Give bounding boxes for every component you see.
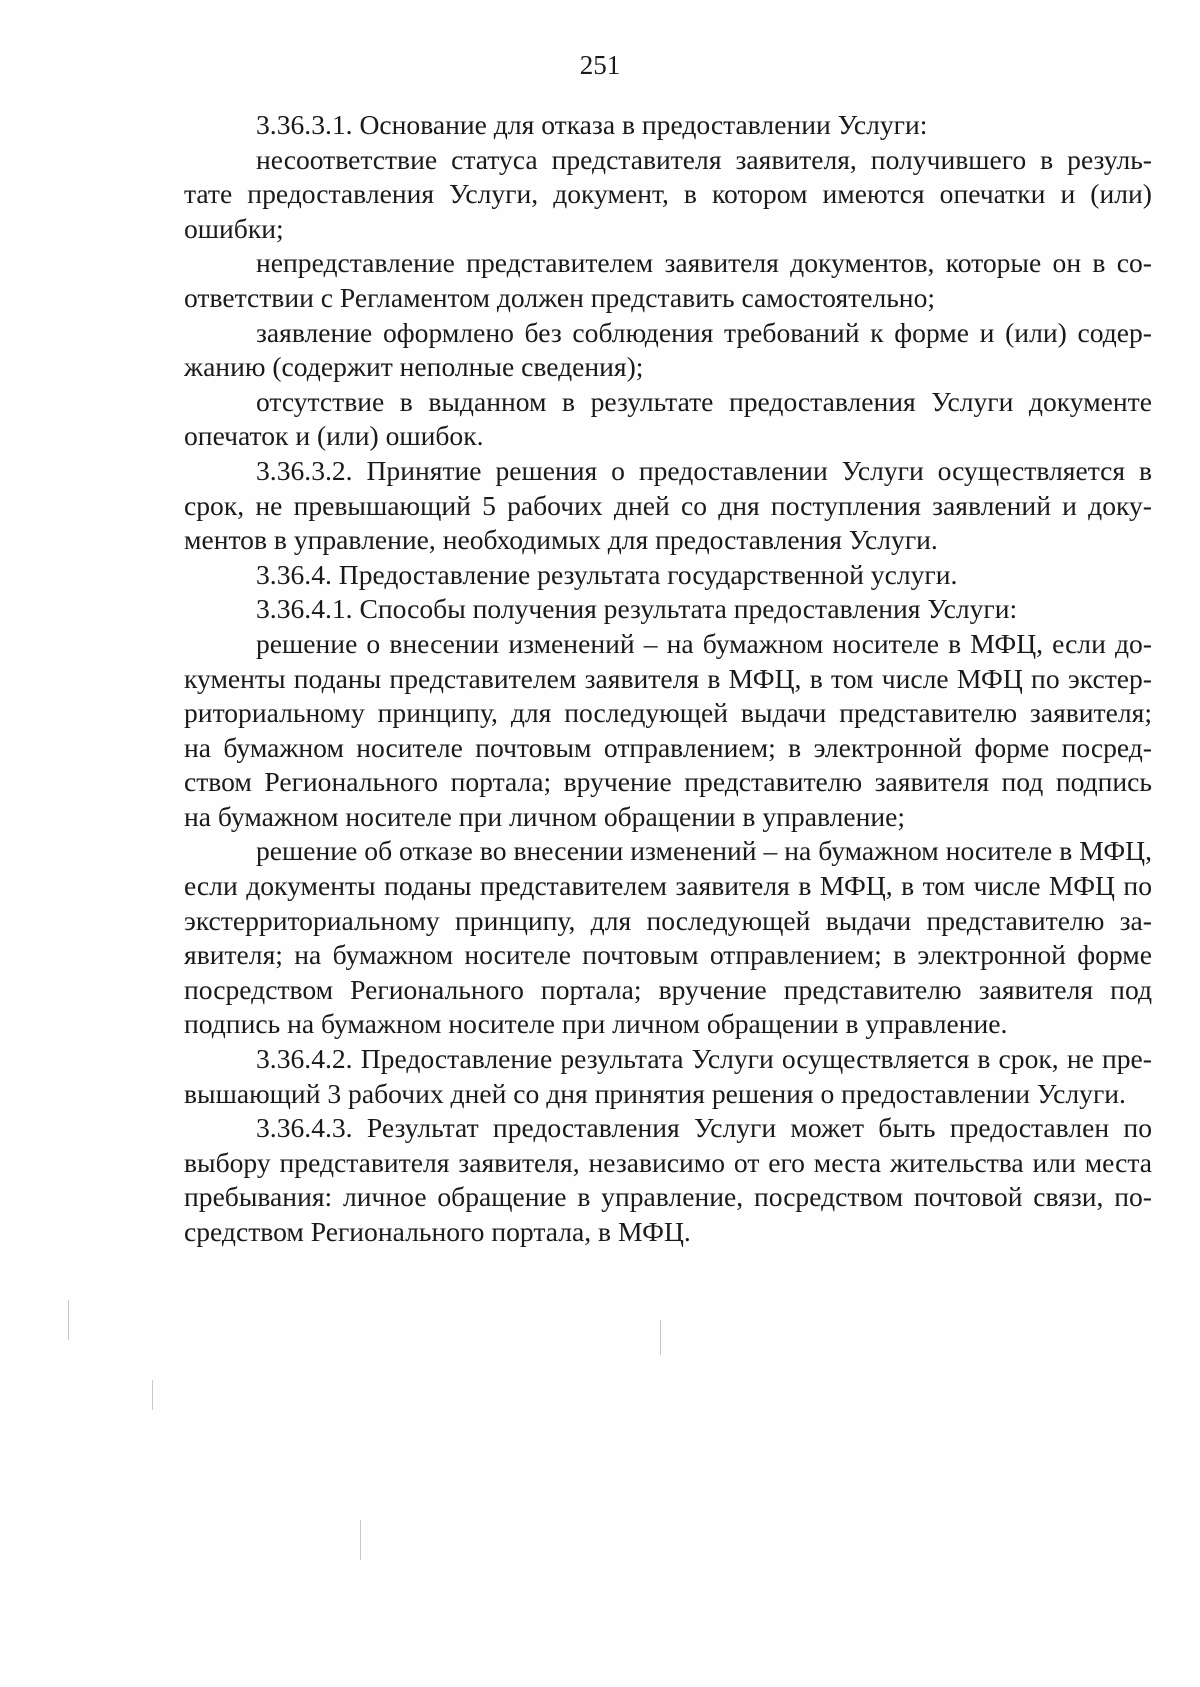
paragraph: [184, 316, 1152, 385]
text-line: подпись на бумажном носителе при личном обращении в управление.: [184, 1008, 1008, 1040]
text-line: 3.36.4.2. Предоставление результата Услуги осуществляется в срок, не пре-: [256, 1043, 1152, 1075]
text-line: средством Регионального портала, в МФЦ.: [184, 1216, 691, 1247]
text-line: решение о внесении изменений – на бумажном носителе в МФЦ, если до-: [256, 627, 1152, 659]
paragraph: [184, 627, 1152, 835]
text-line: срок, не превышающий 5 рабочих дней со дня поступления заявлений и доку-: [184, 489, 1152, 521]
text-line: непредставление представителем заявителя документов, которые он в со-: [256, 247, 1152, 279]
text-line: посредством Регионального портала; вручение представителю заявителя под: [184, 973, 1152, 1005]
text-line: на бумажном носителе почтовым отправлением; в электронной форме посред-: [184, 731, 1152, 763]
text-line: ством Регионального портала; вручение представителю заявителя под подпись: [184, 766, 1152, 798]
paragraph: [184, 1042, 1152, 1111]
paragraph: [184, 246, 1152, 315]
text-line: экстерриториальному принципу, для последующей выдачи представителю за-: [184, 904, 1152, 936]
text-line: отсутствие в выданном в результате предоставления Услуги документе: [256, 385, 1152, 417]
text-line: если документы поданы представителем заявителя в МФЦ, в том числе МФЦ по: [184, 870, 1152, 902]
scan-artifact: [360, 1520, 361, 1560]
paragraph: [184, 108, 1152, 143]
text-line: 3.36.4. Предоставление результата государственной услуги.: [256, 558, 958, 590]
text-line: тате предоставления Услуги, документ, в котором имеются опечатки и (или): [184, 178, 1152, 210]
page-number: 251: [579, 50, 621, 80]
scan-artifact: [152, 1380, 153, 1410]
text-line: несоответствие статуса представителя заявителя, получившего в резуль-: [256, 143, 1152, 175]
text-line: кументы поданы представителем заявителя в МФЦ, в том числе МФЦ по экстер-: [184, 662, 1152, 694]
text-line: риториальному принципу, для последующей выдачи представителю заявителя;: [184, 697, 1152, 729]
paragraph: [184, 454, 1152, 558]
paragraph: [184, 1111, 1152, 1249]
text-line: 3.36.3.2. Принятие решения о предоставлении Услуги осуществляется в: [256, 454, 1152, 486]
scan-artifact: [68, 1300, 69, 1340]
text-line: явителя; на бумажном носителе почтовым отправлением; в электронной форме: [184, 939, 1152, 971]
text-line: ошибки;: [184, 212, 284, 244]
scan-artifact: [660, 1320, 661, 1355]
text-line: 3.36.4.1. Способы получения результата предоставления Услуги:: [256, 593, 1018, 625]
text-line: решение об отказе во внесении изменений – на бумажном носителе в МФЦ,: [256, 835, 1152, 867]
text-line: ментов в управление, необходимых для предоставления Услуги.: [184, 524, 938, 556]
text-line: опечаток и (или) ошибок.: [184, 420, 484, 452]
paragraph: [184, 592, 1152, 627]
paragraph: [184, 143, 1152, 247]
text-line: жанию (содержит неполные сведения);: [184, 351, 644, 383]
text-line: пребывания: личное обращение в управление, посредством почтовой связи, по-: [184, 1181, 1152, 1213]
text-line: на бумажном носителе при личном обращении в управление;: [184, 800, 906, 832]
text-line: заявление оформлено без соблюдения требований к форме и (или) содер-: [256, 316, 1152, 348]
text-line: ответствии с Регламентом должен представить самостоятельно;: [184, 281, 936, 313]
paragraph: [184, 834, 1152, 1042]
text-line: вышающий 3 рабочих дней со дня принятия решения о предоставлении Услуги.: [184, 1077, 1126, 1109]
text-line: выбору представителя заявителя, независимо от его места жительства или места: [184, 1146, 1152, 1178]
text-line: 3.36.3.1. Основание для отказа в предоставлении Услуги:: [256, 109, 928, 140]
document-body: [184, 108, 1152, 1250]
text-line: 3.36.4.3. Результат предоставления Услуги может быть предоставлен по: [256, 1112, 1152, 1144]
paragraph: [184, 558, 1152, 593]
paragraph: [184, 385, 1152, 454]
